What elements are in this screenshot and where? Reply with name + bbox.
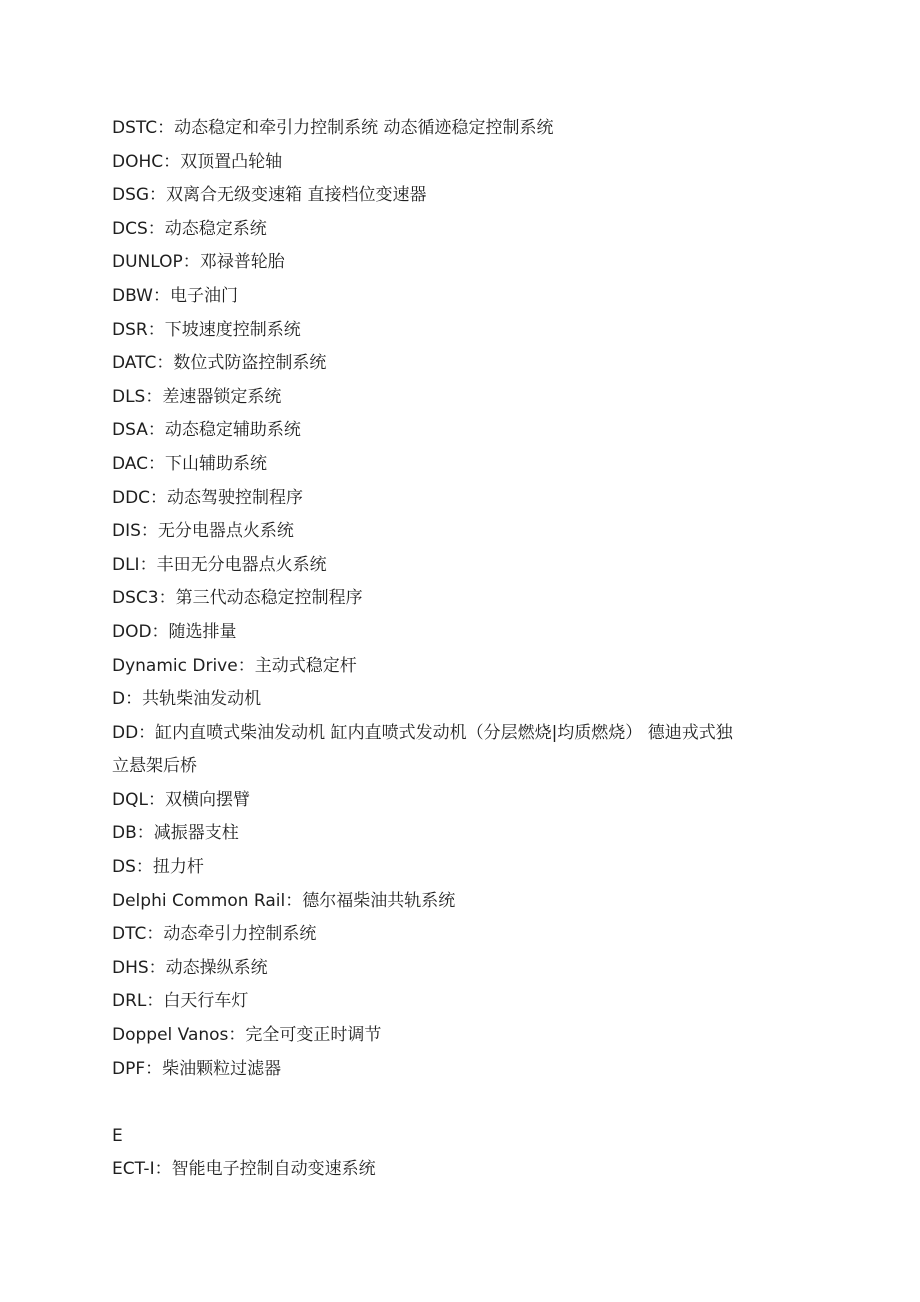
glossary-list	[112, 112, 812, 1187]
glossary-entry: DSTC：动态稳定和牵引力控制系统 动态循迹稳定控制系统	[112, 118, 554, 138]
glossary-entry: DIS：无分电器点火系统	[112, 521, 294, 542]
glossary-entry: Doppel Vanos：完全可变正时调节	[112, 1025, 382, 1046]
glossary-entry: DUNLOP：邓禄普轮胎	[112, 252, 285, 273]
glossary-entry: DSR：下坡速度控制系统	[112, 319, 301, 340]
glossary-entry: DBW：电子油门	[112, 285, 238, 306]
glossary-entry: DOD：随选排量	[112, 621, 237, 642]
glossary-entry: Dynamic Drive：主动式稳定杆	[112, 655, 357, 676]
glossary-entry: DOHC：双顶置凸轮轴	[112, 151, 283, 172]
blank-line	[112, 1086, 812, 1120]
glossary-entry: D：共轨柴油发动机	[112, 689, 262, 710]
glossary-entry: DDC：动态驾驶控制程序	[112, 487, 304, 508]
glossary-entry: DRL：白天行车灯	[112, 991, 249, 1012]
glossary-entry: DHS：动态操纵系统	[112, 957, 268, 978]
glossary-entry: DAC：下山辅助系统	[112, 453, 267, 474]
glossary-entry: DSG：双离合无级变速箱 直接档位变速器	[112, 185, 427, 206]
glossary-entry: DSA：动态稳定辅助系统	[112, 420, 301, 441]
glossary-entry: DTC：动态牵引力控制系统	[112, 924, 317, 945]
glossary-entry: Delphi Common Rail：德尔福柴油共轨系统	[112, 890, 456, 911]
glossary-entry: DD：缸内直喷式柴油发动机 缸内直喷式发动机（分层燃烧|均质燃烧） 德迪戎式独	[112, 722, 733, 743]
section-heading-letter: E	[112, 1125, 123, 1146]
glossary-entry: DLI：丰田无分电器点火系统	[112, 554, 327, 575]
glossary-entry: DB：减振器支柱	[112, 823, 239, 844]
glossary-entry: DLS：差速器锁定系统	[112, 386, 282, 407]
glossary-entry: DQL：双横向摆臂	[112, 789, 250, 810]
glossary-entry: ECT-I：智能电子控制自动变速系统	[112, 1159, 376, 1180]
glossary-entry: DS：扭力杆	[112, 857, 204, 878]
glossary-entry-continuation: 立悬架后桥	[112, 756, 197, 777]
glossary-entry: DPF：柴油颗粒过滤器	[112, 1058, 282, 1079]
glossary-entry: DCS：动态稳定系统	[112, 218, 267, 239]
glossary-entry: DSC3：第三代动态稳定控制程序	[112, 588, 363, 609]
glossary-entry: DATC：数位式防盗控制系统	[112, 353, 327, 374]
